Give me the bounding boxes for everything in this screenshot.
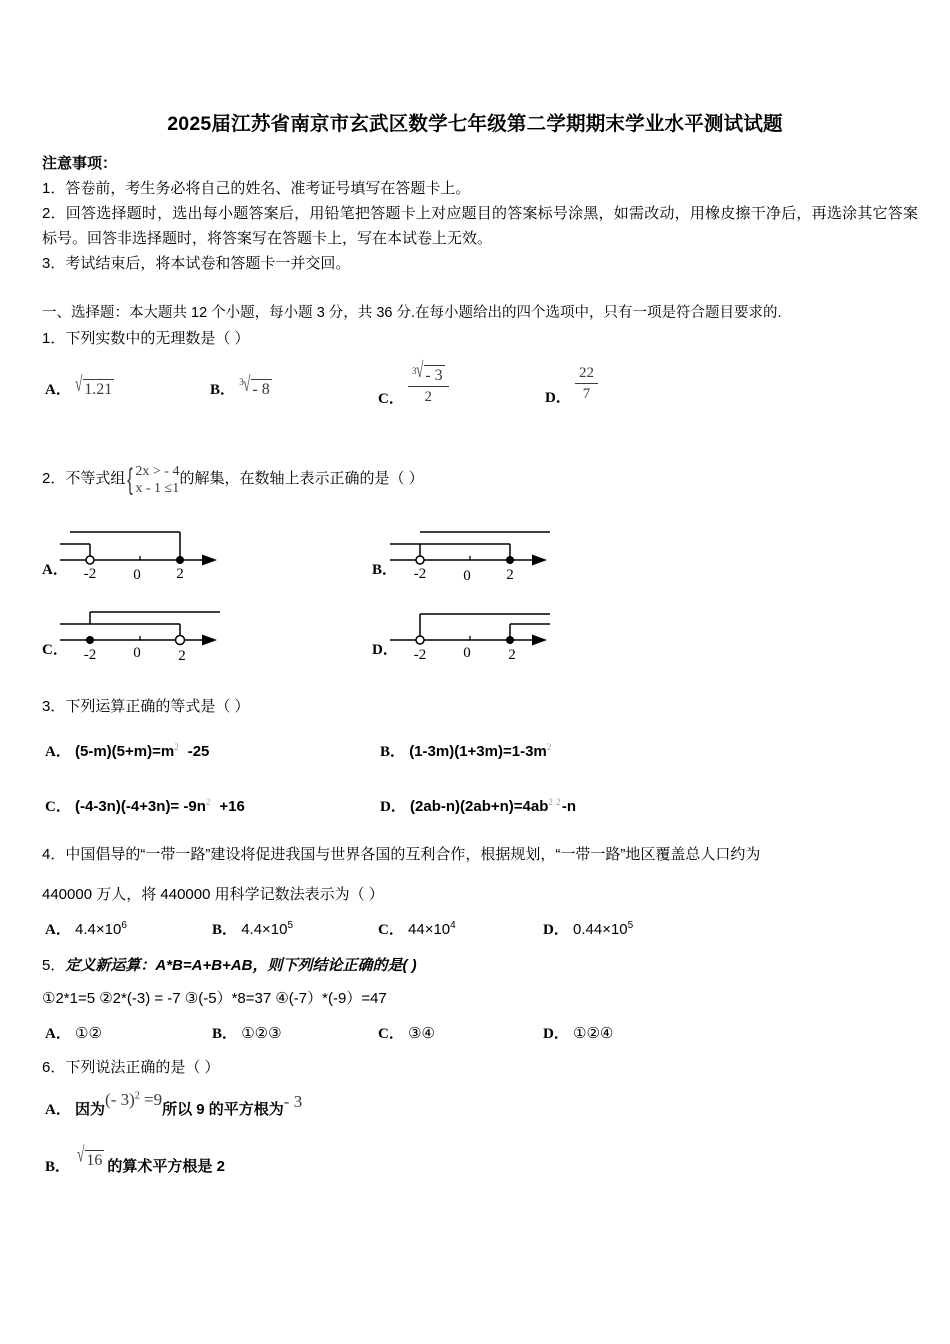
exponent: 4 [450, 920, 456, 931]
fraction [575, 365, 598, 403]
svg-text:0: 0 [463, 645, 471, 661]
option-label: D． [543, 922, 569, 938]
sqrt-expression: √ 1.21 [75, 373, 113, 398]
question-4-option-b[interactable] [212, 918, 293, 939]
option-text-mid: 所以 9 的平方根为 [162, 1101, 284, 1118]
option-label: A． [45, 382, 71, 398]
system-line-2: x - 1 ≤1 [135, 481, 180, 496]
exponent: 2 [548, 797, 553, 807]
fraction-denominator: 7 [575, 383, 598, 403]
question-3-option-a[interactable] [45, 740, 209, 761]
option-label: A． [45, 1102, 71, 1118]
option-label: D． [543, 1026, 569, 1042]
question-3-option-c[interactable] [45, 795, 245, 816]
question-2-option-a[interactable] [42, 522, 232, 582]
notice-item-2: 2．回答选择题时，选出每小题答案后，用铅笔把答题卡上对应题目的答案标号涂黑，如需改动，用橡皮擦干净后，再选涂其它答案标号。回答非选择题时，将答案写在答题卡上，写在本试卷上无效。 [42, 205, 918, 247]
exponent: 5 [627, 920, 634, 931]
notice-item-3: 3．考试结束后，将本试卷和答题卡一并交回。 [42, 255, 351, 272]
option-text-pre: 因为 [75, 1101, 106, 1118]
cube-root-expression: 3 √ - 8 [239, 373, 270, 398]
question-5-option-b[interactable] [212, 1022, 282, 1043]
section-heading: 一、选择题：本大题共 12 个小题，每小题 3 分，共 36 分.在每小题给出的四个选项中，只有一项是符合题目要求的. [42, 305, 782, 321]
exponent: 2 [546, 742, 552, 752]
question-2-number: 2． [42, 469, 66, 487]
option-label: C． [378, 391, 404, 408]
exponent: 6 [121, 920, 127, 931]
fraction [408, 359, 449, 406]
exponent: 2 [205, 797, 211, 807]
exponent-2: 2 [556, 797, 561, 807]
question-1-option-c[interactable] [378, 359, 449, 408]
option-text-post: 的算术平方根是 2 [107, 1158, 225, 1175]
question-2-stem [42, 462, 424, 496]
notice-heading: 注意事项： [42, 155, 118, 172]
exponent: 2 [174, 742, 179, 752]
mantissa: 44×10 [408, 921, 451, 938]
question-6-stem [42, 1055, 220, 1081]
svg-text:-2: -2 [83, 566, 97, 582]
fraction-numerator: 3 √ - 3 [412, 359, 443, 384]
expression-pre: (2ab-n)(2ab+n)=4ab [410, 798, 549, 815]
mantissa: 4.4×10 [241, 921, 288, 938]
sqrt-expression: √ 16 [77, 1144, 103, 1169]
option-label: B． [212, 922, 238, 938]
question-5-option-d[interactable] [543, 1022, 613, 1043]
exponent: 5 [287, 920, 294, 931]
number-line-diagram-d [372, 602, 562, 662]
question-2-option-c[interactable] [42, 602, 232, 662]
svg-text:-2: -2 [83, 647, 97, 662]
option-label: A． [45, 744, 71, 760]
option-label: D． [372, 642, 398, 658]
inequality-system: { 2x > - 4 x - 1 ≤1 [127, 463, 180, 496]
expression-post: -25 [187, 743, 210, 760]
question-4-number: 4． [42, 846, 66, 863]
expression-pre: (1-3m)(1+3m)=1-3m [409, 743, 547, 760]
question-3-number: 3． [42, 698, 66, 715]
question-4-stem-line-1 [42, 842, 920, 868]
question-5-statements: ①2*1=5 ②2*(-3) = -7 ③(-5）*8=37 ④(-7）*(-9）=47 [42, 990, 387, 1007]
svg-text:2: 2 [506, 567, 514, 582]
system-line-1: 2x > - 4 [135, 464, 180, 479]
option-label: C． [45, 799, 71, 815]
svg-text:0: 0 [133, 645, 141, 661]
option-label: A． [42, 562, 68, 578]
question-1-stem [42, 326, 250, 352]
question-4-option-a[interactable] [45, 918, 127, 939]
option-label: C． [378, 922, 404, 938]
question-4-text-2: 440000 万人，将 440000 用科学记数法表示为（ ） [42, 886, 384, 903]
option-label: B． [372, 562, 398, 578]
question-6-text: 下列说法正确的是（ ） [65, 1059, 220, 1076]
number-line-diagram-c [42, 602, 232, 662]
svg-text:0: 0 [133, 567, 141, 582]
option-label: B． [45, 1159, 71, 1175]
option-text: ①② [75, 1025, 102, 1042]
number-line-diagram-a [42, 522, 232, 582]
question-2-text-post: 的解集，在数轴上表示正确的是（ ） [179, 469, 424, 487]
math-expression: (- 3)$^2$ =9 [105, 1090, 163, 1109]
page-title: 2025届江苏省南京市玄武区数学七年级第二学期期末学业水平测试试题 [167, 113, 783, 135]
question-2-option-b[interactable] [372, 522, 562, 582]
question-2-text-pre: 不等式组 [65, 469, 126, 487]
option-label: C． [42, 642, 68, 658]
svg-text:2: 2 [178, 648, 186, 662]
expression-pre: (-4-3n)(-4+3n)= -9n [75, 798, 206, 815]
question-4-text-1: 中国倡导的“一带一路”建设将促进我国与世界各国的互利合作，根据规划，“一带一路”地区覆盖总人口约为 [65, 846, 761, 863]
question-6-number: 6． [42, 1059, 66, 1076]
fraction-denominator: 2 [408, 386, 449, 406]
question-1-option-b[interactable] [210, 373, 272, 399]
fraction-numerator: 22 [579, 365, 595, 381]
svg-text:2: 2 [176, 566, 184, 582]
svg-text:-2: -2 [413, 566, 427, 582]
notice-block [42, 152, 918, 276]
svg-text:-2: -2 [413, 647, 427, 662]
svg-text:2: 2 [508, 647, 516, 662]
question-3-text: 下列运算正确的等式是（ ） [65, 698, 250, 715]
question-6-option-b[interactable] [45, 1144, 225, 1176]
question-1-text: 下列实数中的无理数是（ ） [65, 330, 250, 347]
option-label: C． [378, 1026, 404, 1042]
option-label: D． [380, 799, 406, 815]
question-1-number: 1． [42, 330, 66, 347]
expression-post: -n [561, 798, 577, 815]
option-label: D． [545, 389, 571, 406]
question-1-option-d[interactable] [545, 365, 598, 406]
number-line-diagram-b [372, 522, 562, 582]
expression-pre: (5-m)(5+m)=m [75, 743, 175, 760]
option-text: ①②④ [573, 1025, 614, 1042]
question-5-stem [42, 953, 417, 979]
expression-post: +16 [219, 798, 245, 815]
question-2-option-d[interactable] [372, 602, 562, 662]
option-text: ③④ [408, 1025, 435, 1042]
question-6-option-a[interactable] [45, 1090, 303, 1119]
question-1-option-a[interactable] [45, 373, 114, 399]
option-text: ①②③ [241, 1025, 282, 1042]
question-4-option-d[interactable] [543, 918, 633, 939]
question-5-number: 5． [42, 957, 66, 974]
question-5-option-c[interactable] [378, 1022, 435, 1043]
question-3-option-b[interactable] [380, 740, 551, 761]
svg-text:0: 0 [463, 568, 471, 582]
question-3-stem [42, 694, 250, 720]
mantissa: 0.44×10 [573, 921, 628, 938]
option-label: A． [45, 1026, 71, 1042]
question-5-option-a[interactable] [45, 1022, 102, 1043]
notice-item-1: 1．答卷前，考生务必将自己的姓名、准考证号填写在答题卡上。 [42, 180, 471, 197]
option-label: A． [45, 922, 71, 938]
option-label: B． [380, 744, 406, 760]
question-4-option-c[interactable] [378, 918, 456, 939]
question-5-text: 定义新运算：A*B=A+B+AB，则下列结论正确的是( ) [65, 957, 417, 974]
question-3-option-d[interactable] [380, 795, 581, 816]
option-label: B． [212, 1026, 238, 1042]
mantissa: 4.4×10 [75, 921, 122, 938]
question-4-stem-line-2 [42, 882, 920, 908]
option-label: B． [210, 382, 236, 398]
math-expression-tail: - 3 [283, 1092, 303, 1111]
